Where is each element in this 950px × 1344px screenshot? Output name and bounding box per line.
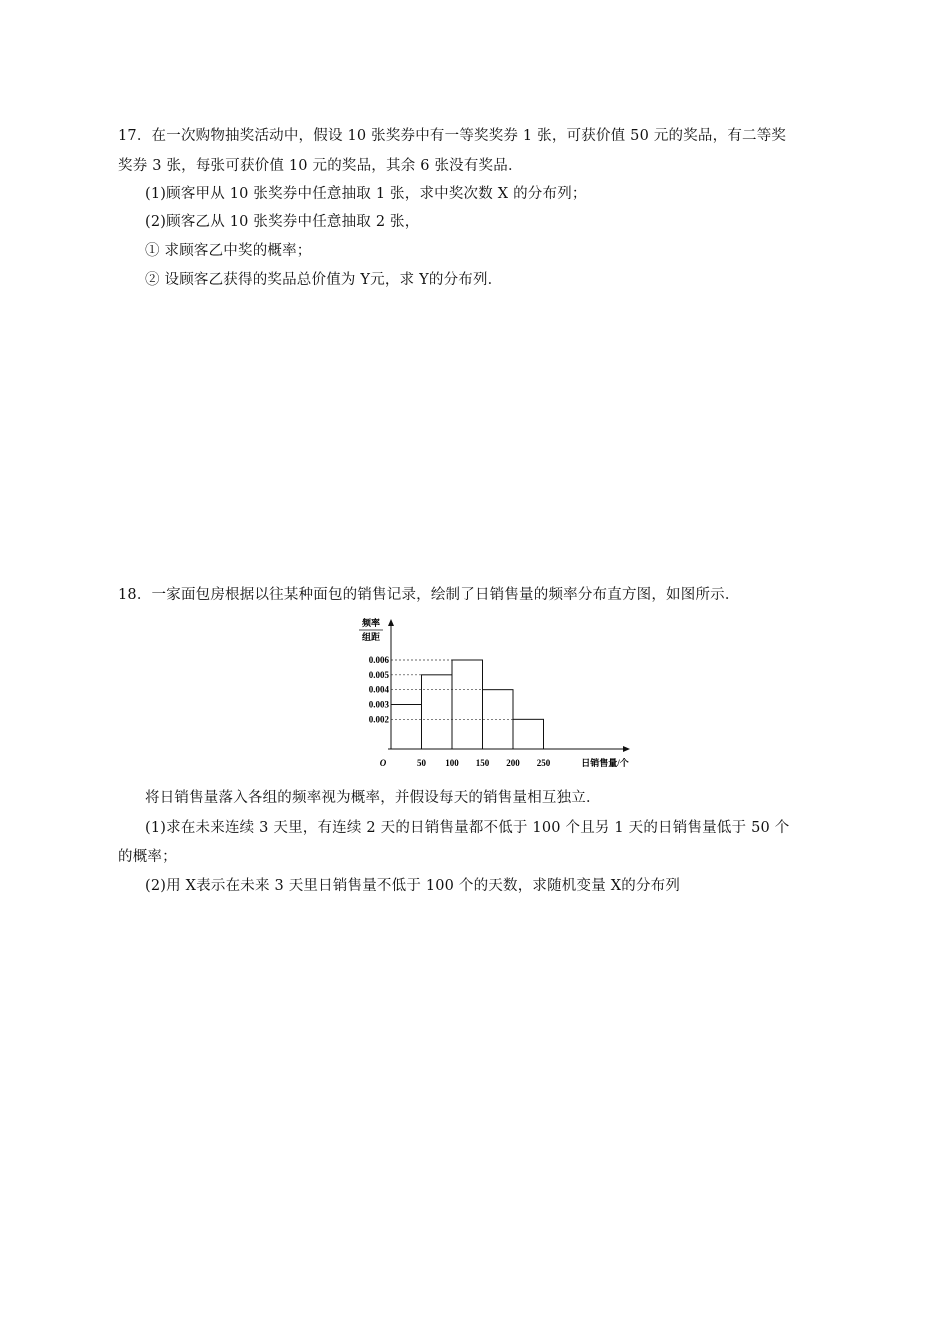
q17-sub1: ① 求顾客乙中奖的概率； xyxy=(145,243,312,259)
q17-part1: (1)顾客甲从 10 张奖券中任意抽取 1 张，求中奖次数 X 的分布列； xyxy=(145,186,587,202)
histogram-bar xyxy=(513,719,544,749)
x-tick-label: 250 xyxy=(536,758,551,768)
y-tick-label: 0.003 xyxy=(368,699,389,710)
q17-line1: 17．在一次购物抽奖活动中，假设 10 张奖券中有一等奖奖券 1 张，可获价值 50 元的奖品，有二等奖 xyxy=(118,128,787,144)
x-tick-label: 150 xyxy=(475,758,490,768)
y-tick-label: 0.005 xyxy=(368,669,389,680)
q17-part2: (2)顾客乙从 10 张奖券中任意抽取 2 张， xyxy=(145,214,420,230)
y-tick-label: 0.002 xyxy=(368,714,389,725)
q18-line1: 18．一家面包房根据以往某种面包的销售记录，绘制了日销售量的频率分布直方图，如图所示． xyxy=(118,587,740,603)
y-tick-label: 0.004 xyxy=(368,684,389,695)
q17-sub2: ② 设顾客乙获得的奖品总价值为 Y元，求 Y的分布列． xyxy=(145,272,503,288)
q17-line2: 奖券 3 张，每张可获价值 10 元的奖品，其余 6 张没有奖品． xyxy=(118,158,523,174)
origin-label: O xyxy=(379,758,387,768)
histogram-bar xyxy=(391,705,422,750)
histogram-bar xyxy=(452,660,483,749)
histogram-bar xyxy=(422,675,453,749)
y-tick-label: 0.006 xyxy=(368,655,389,665)
axes xyxy=(388,619,630,752)
y-label-top: 频率 xyxy=(361,618,381,628)
y-label-bottom: 组距 xyxy=(361,632,381,642)
x-axis-arrow xyxy=(623,746,630,752)
q18-part1b: 的概率； xyxy=(118,849,177,865)
x-tick-label: 200 xyxy=(506,758,520,768)
y-axis-arrow xyxy=(388,619,394,626)
x-axis-label: 日销售量/个 xyxy=(581,758,629,768)
x-tick-label: 100 xyxy=(445,758,459,768)
q18-intro: 将日销售量落入各组的频率视为概率，并假设每天的销售量相互独立． xyxy=(145,790,601,806)
q18-part2: (2)用 X表示在未来 3 天里日销售量不低于 100 个的天数，求随机变量 X的分布列 xyxy=(145,878,681,894)
q18-part1a: (1)求在未来连续 3 天里，有连续 2 天的日销售量都不低于 100 个且另 1 天的日销售量低于 50 个 xyxy=(145,820,790,836)
histogram-chart xyxy=(345,612,645,772)
x-tick-label: 50 xyxy=(417,758,426,768)
bars xyxy=(391,660,544,749)
